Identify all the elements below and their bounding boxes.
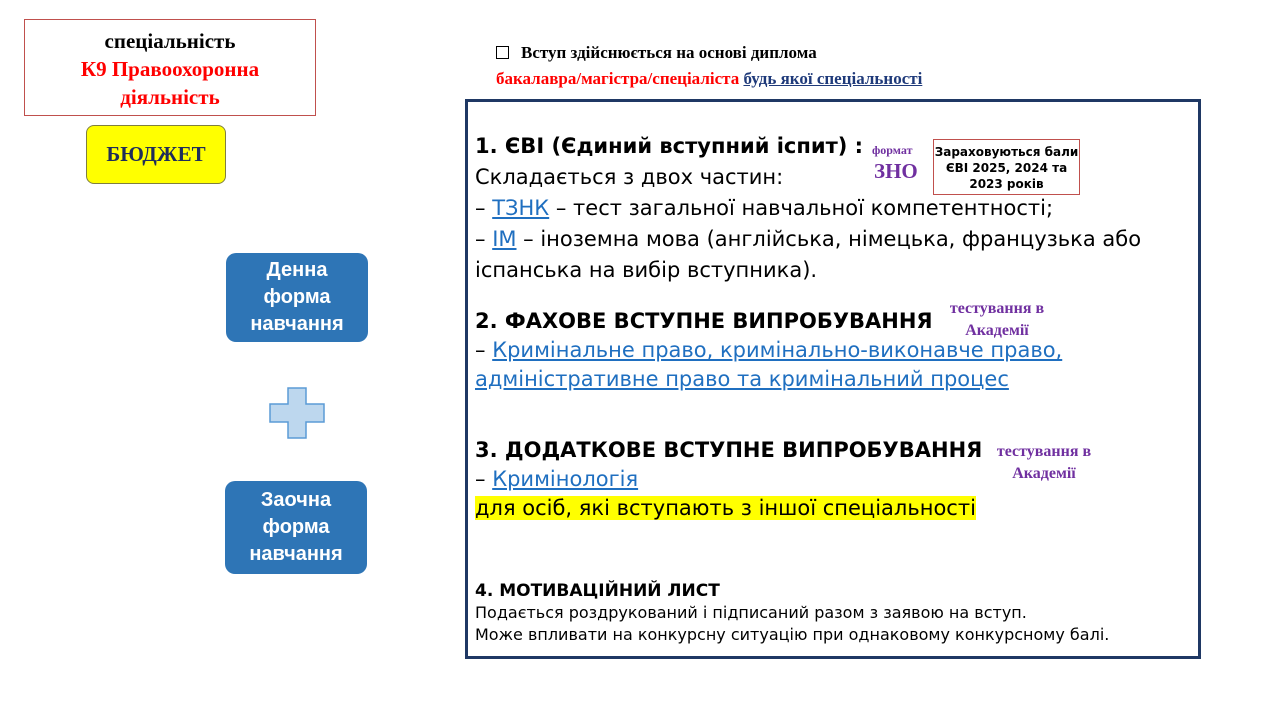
section-professional-title: 2. ФАХОВЕ ВСТУПНЕ ВИПРОБУВАННЯ — [475, 309, 933, 333]
day-form-button[interactable]: Денна форма навчання — [226, 253, 368, 342]
specialty-caption: спеціальність — [104, 29, 236, 53]
intro-text: Вступ здійснюється на основі диплома — [521, 43, 817, 62]
section-evi-title: 1. ЄВІ (Єдиний вступний іспит) : — [475, 134, 864, 158]
specialty-name-line2: діяльність — [120, 85, 220, 109]
format-label: формат — [872, 143, 913, 157]
section-motivation-letter — [475, 580, 1195, 646]
bullet-dash: – — [475, 196, 493, 220]
section-professional-exam — [475, 307, 1195, 394]
im-link[interactable]: ІМ — [492, 227, 517, 251]
zno-label: ЗНО — [874, 159, 918, 183]
bullet-dash: – — [475, 338, 493, 362]
professional-exam-link[interactable]: Кримінальне право, кримінально-виконавче право, адміністративне право та кримінальний процес — [475, 338, 1063, 391]
section-motivation-title: 4. МОТИВАЦІЙНИЙ ЛИСТ — [475, 581, 720, 601]
intro-degrees: бакалавра/магістра/спеціаліста — [496, 69, 740, 88]
im-description: – іноземна мова (англійська, німецька, французька або іспанська на вибір вступника). — [475, 227, 1142, 282]
motivation-line-2: Може впливати на конкурсну ситуацію при однаковому конкурсному балі. — [475, 625, 1110, 644]
other-specialty-note: для осіб, які вступають з іншої спеціальності — [475, 496, 976, 520]
testing-academy-label-2: тестування в Академії — [996, 443, 1092, 482]
checkbox-bullet-icon — [496, 46, 509, 59]
specialty-name-line1: К9 Правоохоронна — [80, 57, 260, 81]
specialty-box — [24, 19, 316, 116]
section-additional-title: 3. ДОДАТКОВЕ ВСТУПНЕ ВИПРОБУВАННЯ — [475, 438, 983, 462]
section-evi-line: Складається з двох частин: — [475, 165, 784, 189]
criminology-link[interactable]: Кримінологія — [492, 467, 639, 491]
extramural-form-button[interactable]: Заочна форма навчання — [225, 481, 367, 574]
testing-academy-label-1: тестування в Академії — [949, 300, 1045, 339]
tznk-description: – тест загальної навчальної компетентності; — [549, 196, 1054, 220]
admission-intro — [496, 40, 1196, 92]
section-evi — [475, 131, 1195, 286]
bullet-dash: – — [475, 467, 493, 491]
tznk-link[interactable]: ТЗНК — [492, 196, 550, 220]
plus-icon — [269, 387, 325, 439]
motivation-line-1: Подається роздрукований і підписаний разом з заявою на вступ. — [475, 603, 1027, 622]
intro-any-specialty-link[interactable]: будь якої спеціальності — [743, 69, 923, 88]
bullet-dash: – — [475, 227, 493, 251]
budget-badge: БЮДЖЕТ — [86, 125, 226, 184]
counted-scores-note: Зараховуються бали ЄВІ 2025, 2024 та 2023 років — [933, 139, 1080, 195]
